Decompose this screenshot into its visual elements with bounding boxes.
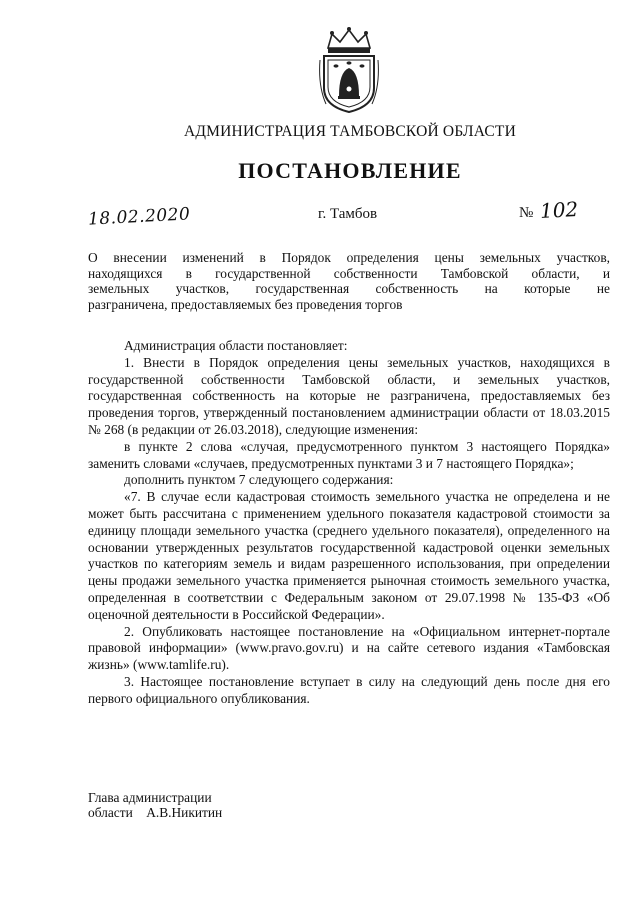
subject-line: земельных участков, государственная собственность на которые не [88,281,610,296]
signature-title-line1: Глава администрации [88,790,212,805]
subject-line: разграничена, предоставляемых без проведения торгов [88,296,403,312]
signature-title-line2-row [88,806,222,821]
body-paragraph: «7. В случае если кадастровая стоимость земельного участка не определена и не может быть рассчитана с применением удельного показателя кадастровой стоимости за единицу площади земельного участка (среднего удельного показателя), определенного на основании утвержденных результатов государственной кадастровой оценки земельных участков по категориям земель и видам разрешенного использования, при определении цены продажи земельного участка применяется рыночная стоимость земельного участка, определенная в соответствии с Федеральным законом от 29.07.1998 № 135-ФЗ «Об оценочной деятельности в Российской Федерации». [88,489,610,622]
document-city: г. Тамбов [318,206,378,222]
coat-of-arms-icon [318,26,380,114]
signature-title-line2: области [88,804,133,820]
signature-block [88,791,222,820]
document-number: 102 [539,197,579,223]
body-paragraph: 3. Настоящее постановление вступает в силу на следующий день после дня его первого официального опубликования. [88,673,610,706]
document-number-label: № [519,205,534,221]
organization-name: АДМИНИСТРАЦИЯ ТАМБОВСКОЙ ОБЛАСТИ [184,123,516,140]
document-subject [88,250,610,312]
body-paragraph: 2. Опубликовать настоящее постановление на «Официальном интернет-портале правовой информации» (www.pravo.gov.ru) и на сайте сетевого издания «Тамбовская жизнь» (www.tamlife.ru). [88,623,610,673]
document-body [88,338,610,708]
body-paragraph: в пункте 2 слова «случая, предусмотренного пунктом 3 настоящего Порядка» заменить словами «случаев, предусмотренных пунктами 3 и 7 настоящего Порядка»; [88,438,610,471]
body-paragraph: 1. Внести в Порядок определения цены земельных участков, находящихся в государственной собственности Тамбовской области, и земельных участков, государственная собственность на которые не разграничена, предоставляемых без проведения торгов, утвержденный постановлением администрации области от 18.03.2015 № 268 (в редакции от 26.03.2018), следующие изменения: [88,354,610,437]
body-paragraph: дополнить пунктом 7 следующего содержания: [124,472,394,488]
subject-line: О внесении изменений в Порядок определения цены земельных участков, [88,250,610,265]
body-intro: Администрация области постановляет: [124,338,348,353]
subject-line: находящихся в государственной собственности Тамбовской области, и [88,265,610,281]
document-date: 18.02.2020 [87,204,191,230]
signature-name: А.В.Никитин [146,804,223,820]
document-type-title: ПОСТАНОВЛЕНИЕ [238,158,462,183]
